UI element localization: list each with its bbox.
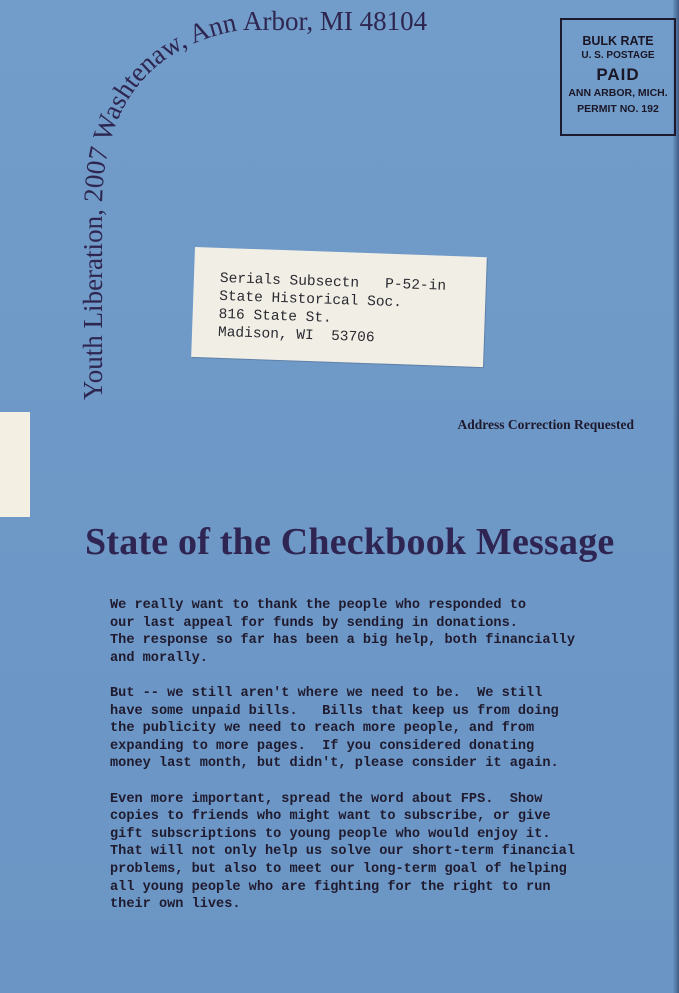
mailing-label-line: Madison, WI 53706 — [217, 324, 375, 347]
mailing-label-line: 816 State St. — [218, 306, 332, 327]
message-line: We really want to thank the people who responded to — [110, 598, 527, 613]
message-paragraph — [110, 685, 650, 773]
message-line: The response so far has been a big help, both financially — [110, 633, 575, 649]
mailing-label-line: State Historical Soc. — [218, 288, 403, 312]
message-line: expanding to more pages. If you considered donating — [110, 738, 535, 754]
message-line: their own lives. — [110, 897, 241, 913]
mailing-label-line: Serials Subsectn P-52-in — [219, 270, 447, 295]
message-line: problems, but also to meet our long-term goal of helping — [110, 861, 567, 877]
message-line: But -- we still aren't where we need to be. We still — [110, 685, 543, 701]
mailing-label — [191, 247, 487, 367]
message-line: money last month, but didn't, please consider it again. — [110, 756, 559, 772]
postage-bulk-rate: BULK RATE — [582, 34, 654, 48]
postage-indicia — [560, 18, 676, 136]
address-correction: Address Correction Requested — [457, 417, 634, 432]
postage-us-postage: U. S. POSTAGE — [581, 50, 655, 61]
message-line: the publicity we need to reach more people, and from — [110, 721, 535, 737]
message-line: all young people who are fighting for the right to run — [110, 879, 551, 895]
message-line: have some unpaid bills. Bills that keep us from doing — [110, 703, 559, 719]
message-paragraph — [110, 791, 650, 914]
postage-paid: PAID — [596, 65, 640, 84]
message-line: Even more important, spread the word about FPS. Show — [110, 791, 543, 807]
message-line: That will not only help us solve our short-term financial — [110, 844, 575, 860]
mailing-label-lines — [218, 270, 447, 350]
message-body — [110, 597, 650, 931]
headline: State of the Checkbook Message — [85, 521, 615, 563]
message-line: and morally. — [110, 650, 208, 666]
message-line: gift subscriptions to young people who would enjoy it. — [110, 826, 551, 842]
postage-city: ANN ARBOR, MICH. — [568, 87, 668, 99]
message-line: our last appeal for funds by sending in donations. — [110, 615, 518, 631]
message-paragraph — [110, 597, 650, 667]
message-line: copies to friends who might want to subscribe, or give — [110, 809, 551, 825]
return-address-text: Youth Liberation, 2007 Washtenaw, Ann Arbor, MI 48104 — [77, 6, 428, 400]
postage-permit: PERMIT NO. 192 — [577, 103, 659, 115]
